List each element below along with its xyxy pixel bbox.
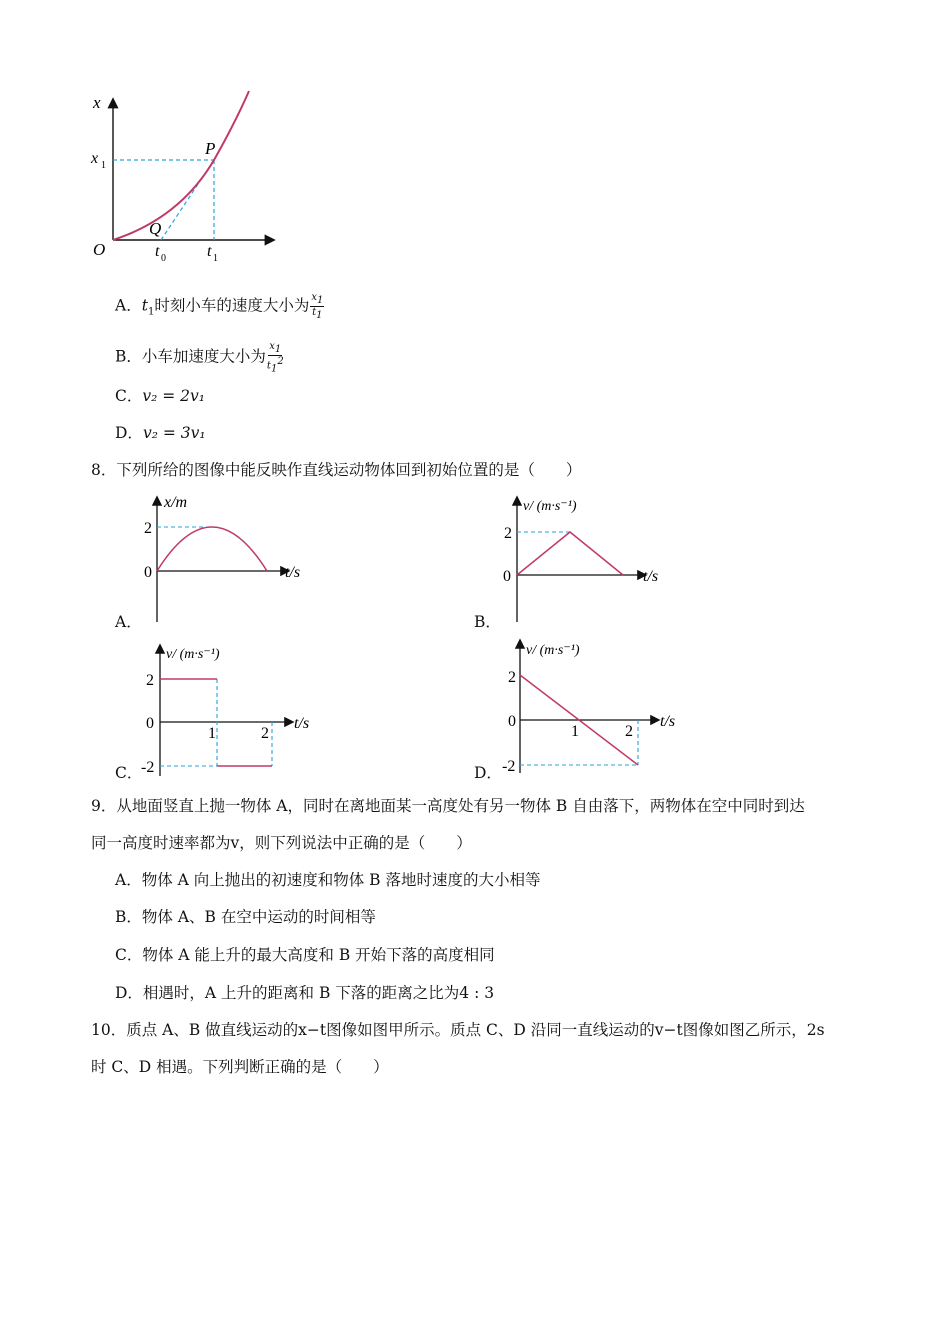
q8c-tick-0: 0 [146, 715, 154, 732]
q8b-ylabel: v/ (m·s⁻¹) [523, 499, 577, 514]
q8c-ylabel: v/ (m·s⁻¹) [166, 647, 220, 662]
q8-label-a[interactable]: A． [115, 613, 142, 631]
q7-t1-label: t [207, 243, 212, 260]
q9-stem-line2: 同一高度时速率都为v，则下列说法中正确的是（ ） [91, 834, 472, 852]
q8c-tick-2: 2 [146, 672, 154, 689]
q8d-tick-m2: -2 [502, 758, 516, 775]
q7-a-fraction: $\frac{x_1}{t_1}$ [311, 292, 324, 321]
q7-t0-label: t [155, 243, 160, 260]
q7-x-t-graph [85, 88, 285, 268]
q8b-triangle-line [517, 532, 623, 575]
q9-stem-line1: 9．从地面竖直上抛一物体 A，同时在离地面某一高度处有另一物体 B 自由落下，两物体在空中同时到达 [91, 797, 805, 815]
q8c-tick-x2: 2 [261, 725, 269, 742]
q7-point-q-label: Q [149, 219, 162, 238]
q7-x1-label: x [91, 150, 99, 167]
q10-stem-line1: 10．质点 A、B 做直线运动的x−t图像如图甲所示。质点 C、D 沿同一直线运动的v−t图像如图乙所示，2s [91, 1021, 825, 1039]
q8a-tick-2: 2 [144, 520, 152, 537]
q7-point-p-label: P [205, 139, 216, 158]
q8-graph-c [140, 638, 330, 778]
q7-option-a[interactable]: A．$t_1$时刻小车的速度大小为 $\frac{x_1}{t_1}$ [115, 292, 324, 321]
q7-b-fraction: $\frac{x_1}{t_1^2}$ [266, 341, 284, 375]
q7-option-d[interactable]: D．v₂ = 3v₁ [115, 424, 206, 442]
q8d-xlabel: t/s [660, 713, 676, 730]
q8c-tick-m2: -2 [141, 759, 155, 776]
q7-origin-label: O [93, 240, 106, 259]
q9-option-c[interactable]: C．物体 A 能上升的最大高度和 B 开始下落的高度相同 [115, 946, 495, 964]
q8a-parabola [157, 527, 267, 571]
q8-graph-d [500, 635, 690, 775]
q9-option-d[interactable]: D．相遇时，A 上升的距离和 B 下落的距离之比为4 : 3 [115, 984, 495, 1002]
q8d-tick-0: 0 [508, 713, 516, 730]
q8a-ylabel: x/m [164, 494, 188, 511]
q8-label-b[interactable]: B． [474, 613, 501, 631]
q8-label-d[interactable]: D． [474, 764, 502, 782]
q8a-xlabel: t/s [285, 564, 301, 581]
q8c-xlabel: t/s [294, 715, 310, 732]
q8d-ylabel: v/ (m·s⁻¹) [526, 643, 580, 658]
q10-stem-line2: 时 C、D 相遇。下列判断正确的是（ ） [91, 1058, 389, 1076]
q7-option-b[interactable]: B．小车加速度大小为 $\frac{x_1}{t_1^2}$ [115, 341, 284, 375]
q8c-tick-x1: 1 [208, 725, 216, 742]
q9-option-a[interactable]: A．物体 A 向上抛出的初速度和物体 B 落地时速度的大小相等 [115, 871, 541, 889]
q7-x1-sub: 1 [101, 160, 106, 171]
q8d-tick-x1: 1 [571, 723, 579, 740]
q9-option-b[interactable]: B．物体 A、B 在空中运动的时间相等 [115, 908, 376, 926]
q8-stem: 8．下列所给的图像中能反映作直线运动物体回到初始位置的是（ ） [91, 461, 582, 479]
q7-x-t-curve [113, 91, 249, 240]
q8b-tick-2: 2 [504, 525, 512, 542]
q8d-tick-x2: 2 [625, 723, 633, 740]
q7-t1-sub: 1 [213, 253, 218, 264]
q8d-tick-2: 2 [508, 669, 516, 686]
q8-graph-b [495, 490, 675, 625]
q7-t0-sub: 0 [161, 253, 166, 264]
q8b-xlabel: t/s [643, 568, 659, 585]
q8b-tick-0: 0 [503, 568, 511, 585]
q7-option-c[interactable]: C．v₂ = 2v₁ [115, 387, 206, 405]
q8a-tick-0: 0 [144, 564, 152, 581]
q8-graph-a [140, 490, 320, 625]
q8-label-c[interactable]: C． [115, 764, 143, 782]
q7-axis-x-label: x [93, 93, 101, 112]
